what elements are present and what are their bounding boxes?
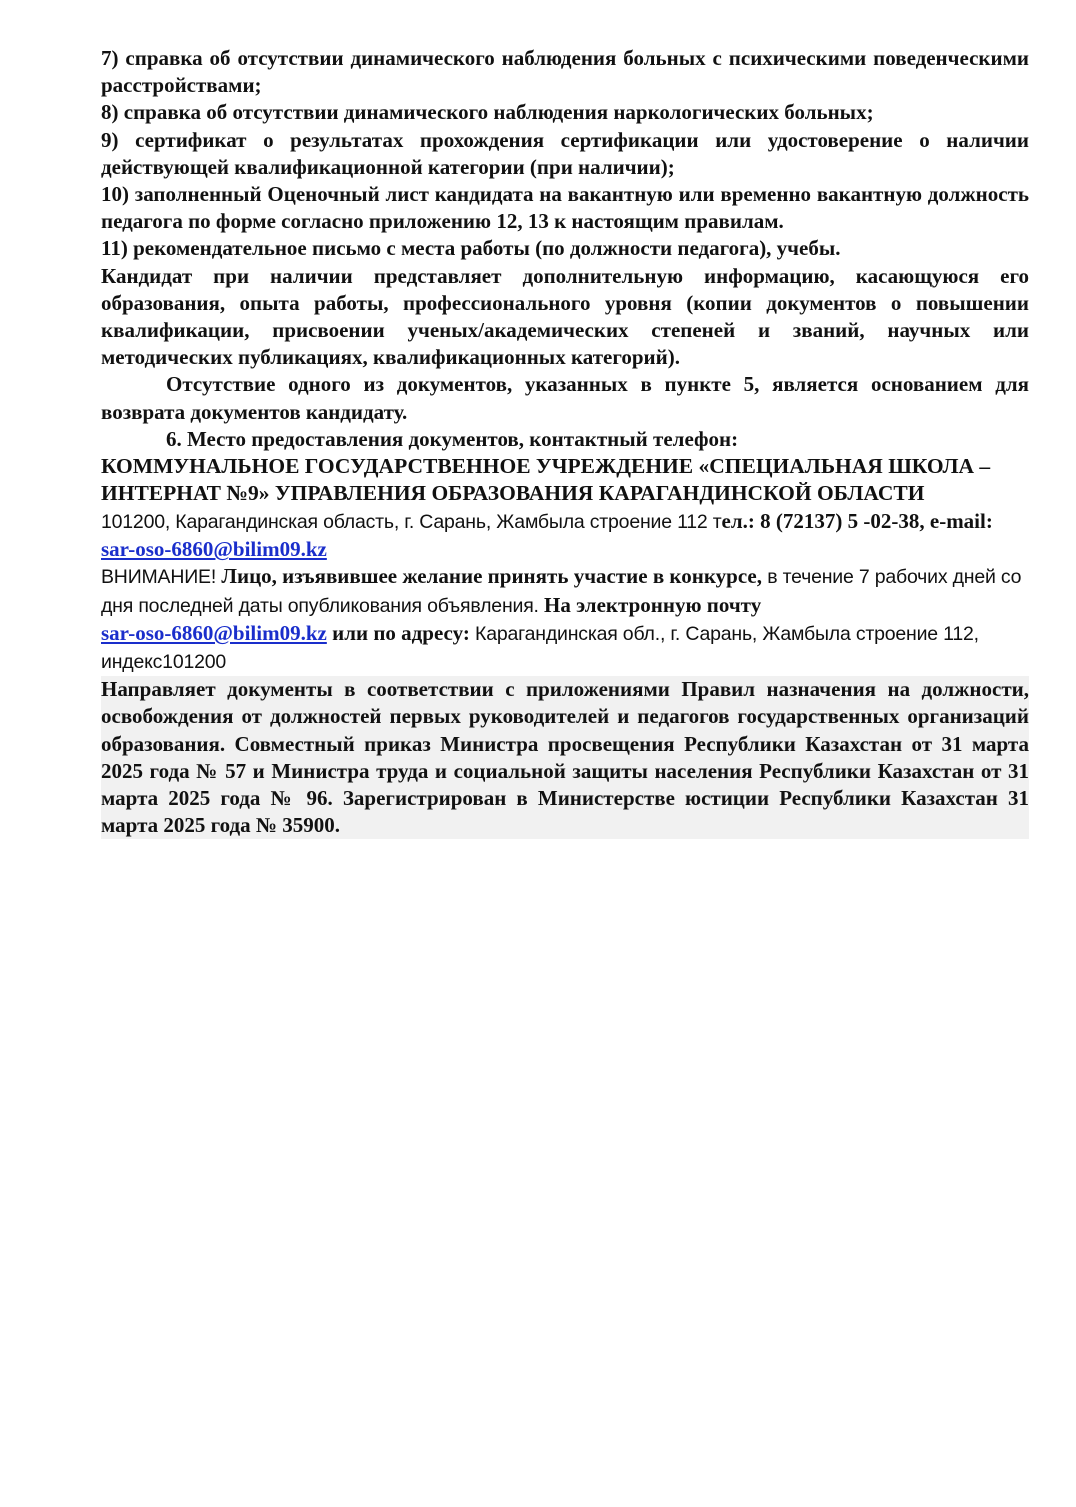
attention-block xyxy=(101,563,1029,676)
email-label: , e-mail: xyxy=(919,509,993,534)
attention-email-link[interactable]: sar-oso-6860@bilim09.kz xyxy=(101,620,327,645)
list-item-10: 10) заполненный Оценочный лист кандидата на вакантную или временно вакантную должность педагога по форме согласно приложению 12, 13 к настоящим правилам. xyxy=(101,182,1029,234)
organization-name: КОММУНАЛЬНОЕ ГОСУДАРСТВЕННОЕ УЧРЕЖДЕНИЕ «СПЕЦИАЛЬНАЯ ШКОЛА – ИНТЕРНАТ №9» УПРАВЛЕНИЯ ОБРАЗОВАНИЯ КАРАГАНДИНСКОЙ ОБЛАСТИ xyxy=(101,454,991,506)
attention-plain-text: в течение 7 рабочих дней со дня последней даты опубликования объявления. xyxy=(101,566,1022,617)
final-paragraph: Направляет документы в соответствии с приложениями Правил назначения на должности, освобождения от должностей первых руководителей и педагогов государственных организаций образования. Совместный приказ Министра просвещения Республики Казахстан от 31 марта 2025 года № 57 и Министра труда и социальной защиты населения Республики Казахстан от 31 марта 2025 года № 96. Зарегистрирован в Министерстве юстиции Республики Казахстан 31 марта 2025 года № 35900. xyxy=(101,676,1029,839)
phone-number: 8 (72137) 5 -02-38 xyxy=(760,509,920,534)
list-item-7: 7) справка об отсутствии динамического наблюдения больных с психическими поведенческими расстройствами; xyxy=(101,46,1029,98)
absence-note-paragraph: Отсутствие одного из документов, указанных в пункте 5, является основанием для возврата документов кандидату. xyxy=(101,372,1029,424)
section-6-heading: 6. Место предоставления документов, контактный телефон: xyxy=(166,426,739,451)
document-page xyxy=(101,45,1029,839)
list-item-9: 9) сертификат о результатах прохождения сертификации или удостоверение о наличии действующей квалификационной категории (при наличии); xyxy=(101,127,1029,179)
contact-block xyxy=(101,508,1029,563)
email-link[interactable]: sar-oso-6860@bilim09.kz xyxy=(101,537,327,562)
attention-address-label: или по адресу: xyxy=(326,620,470,645)
additional-info-paragraph: Кандидат при наличии представляет дополнительную информацию, касающуюся его образования, опыта работы, профессионального уровня (копии документов о повышении квалификации, присвоении ученых/академических степеней и званий, научных или методических публикациях, квалификационных категорий). xyxy=(101,263,1029,370)
attention-address: Карагандинская обл., г. Сарань, Жамбыла строение 112, индекс101200 xyxy=(101,622,979,674)
list-item-11: 11) рекомендательное письмо с места работы (по должности педагога), учебы. xyxy=(101,236,841,261)
attention-word: ВНИМАНИЕ! xyxy=(101,566,217,589)
list-item-8: 8) справка об отсутствии динамического наблюдения наркологических больных; xyxy=(101,100,874,125)
attention-email-label: На электронную почту xyxy=(538,592,762,617)
org-address: 101200, Карагандинская область, г. Сарань, Жамбыла строение 112 т xyxy=(101,511,722,534)
attention-bold-text: Лицо, изъявившее желание принять участие в конкурсе, xyxy=(216,564,762,589)
phone-label: ел.: xyxy=(721,509,761,534)
